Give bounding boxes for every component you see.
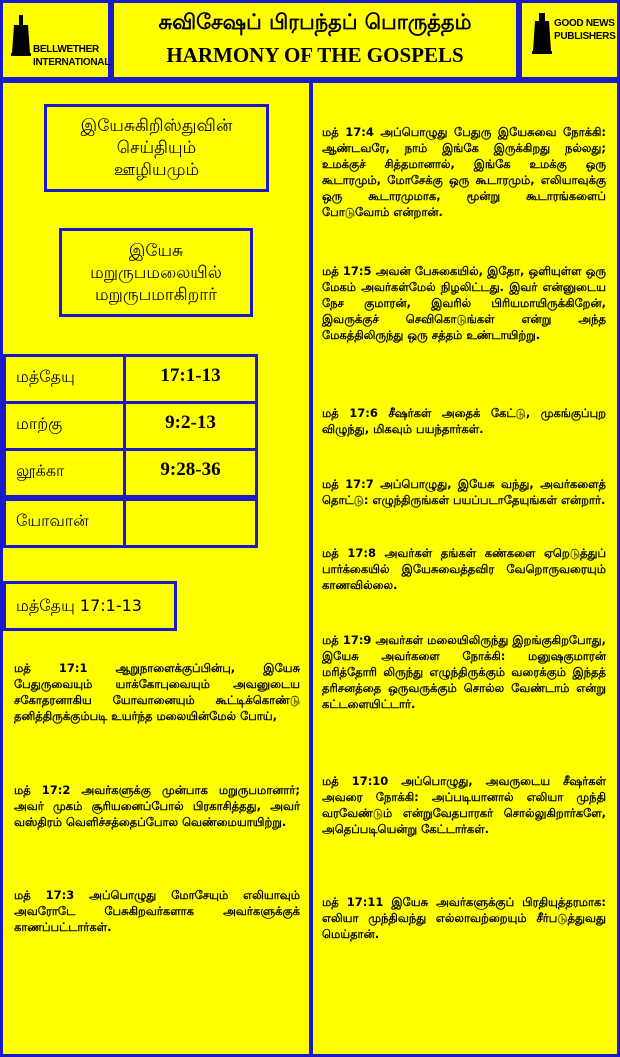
reference-verses: 9:2-13 (123, 401, 258, 451)
bellwether-logo (0, 0, 111, 80)
verse-paragraph: மத் 17:5 அவன் பேசுகையில், இதோ, ஒளியுள்ள ஒரு மேகம் அவர்கள்மேல் நிழலிட்டது. இவர் என்னுடைய நேச குமாரன், இவரில் பிரியமாயிருக்கிறேன், இவருக்குச் செவிகொடுங்கள் என்று அந்த மேகத்திலிருந்து ஒரு சத்தம் உண்டாயிற்று. (322, 264, 606, 342)
reference-row (3, 498, 255, 548)
logo-line-2: INTERNATIONAL (33, 57, 111, 68)
logo-line-1: BELLWETHER (33, 44, 99, 55)
bell-figure-icon (11, 15, 31, 59)
verse-paragraph: மத் 17:8 அவர்கள் தங்கள் கண்களை ஏறெடுத்துப் பார்க்கையில் இயேசுவைத்தவிர வேறொருவரையும் காணவில்லை. (322, 546, 606, 592)
verse-paragraph: மத் 17:1 ஆறுநாளைக்குப்பின்பு, இயேசு பேதுருவையும் யாக்கோபுவையும் அவனுடைய சகோதரனாகிய யோவானையும் கூட்டிக்கொண்டு தனித்திருக்கும்படி உயர்ந்த மலையின்மேல் போய், (14, 661, 300, 723)
reference-row (3, 354, 255, 404)
section-title-line: இயேசுகிறிஸ்துவின் (80, 116, 233, 136)
subsection-title-line: மறுருபமாகிறார் (94, 284, 218, 305)
reference-verses: 9:28-36 (123, 448, 258, 498)
subsection-title-line: இயேசு (128, 240, 184, 261)
lamp-figure-icon (532, 13, 552, 57)
verse-paragraph: மத் 17:11 இயேசு அவர்களுக்குப் பிரதியுத்தரமாக: எலியா முந்திவந்து எல்லாவற்றையும் சீர்படுத்துவது மெய்தான். (322, 895, 606, 941)
reference-row (3, 401, 255, 451)
section-title-line: செய்தியும் (116, 138, 197, 158)
reference-row (3, 448, 255, 498)
verse-paragraph: மத் 17:3 அப்பொழுது மோசேயும் எலியாவும் அவரோடே பேசுகிறவர்களாக அவர்களுக்குக் காணப்பட்டார்கள். (14, 888, 300, 934)
verse-paragraph: மத் 17:2 அவர்களுக்கு முன்பாக மறுருபமானார்; அவர் முகம் சூரியனைப்போல் பிரகாசித்தது, அவர் வஸ்திரம் வெளிச்சத்தைப்போல வெண்மையாயிற்று. (14, 783, 300, 829)
verse-paragraph: மத் 17:6 சீஷர்கள் அதைக் கேட்டு, முகங்குப்புற விழுந்து, மிகவும் பயந்தார்கள். (322, 406, 606, 436)
reference-book: மத்தேயு (3, 354, 126, 404)
column-divider (309, 80, 313, 1057)
good-news-logo (519, 0, 620, 80)
section-title-line: ஊழியமும் (113, 160, 200, 180)
title-tamil: சுவிசேஷப் பிரபந்தப் பொருத்தம் (158, 10, 472, 34)
subsection-title-box (59, 228, 253, 317)
passage-heading: மத்தேயு 17:1-13 (3, 581, 177, 631)
logo-line-2: PUBLISHERS (554, 31, 616, 42)
logo-line-1: GOOD NEWS (554, 18, 615, 29)
verse-paragraph: மத் 17:4 அப்பொழுது பேதுரு இயேசுவை நோக்கி: ஆண்டவரே, நாம் இங்கே இருக்கிறது நல்லது; உமக்குச் சித்தமானால், இங்கே உமக்கு ஒரு கூடாரமும், மோசேக்கு ஒரு கூடாரமும், எலியாவுக்கு ஒரு கூடாரமுமாக, மூன்று கூடாரங்களைப் போடுவோம் என்றான். (322, 125, 606, 219)
reference-verses: 17:1-13 (123, 354, 258, 404)
verse-paragraph: மத் 17:9 அவர்கள் மலையிலிருந்து இறங்குகிறபோது, இயேசு அவர்களை நோக்கி: மனுஷகுமாரன் மரித்தோரி லிருந்து எழுந்திருக்கும் வரைக்கும் இந்தத் தரிசனத்தை ஒருவருக்கும் சொல்ல வேண்டாம் என்று கட்டளையிட்டார். (322, 633, 606, 711)
header-title (111, 0, 519, 80)
reference-book: லூக்கா (3, 448, 126, 498)
title-english: HARMONY OF THE GOSPELS (166, 43, 464, 67)
reference-book: மாற்கு (3, 401, 126, 451)
verse-paragraph: மத் 17:7 அப்பொழுது, இயேசு வந்து, அவர்களைத் தொட்டு: எழுந்திருங்கள் பயப்படாதேயுங்கள் என்றார். (322, 477, 606, 507)
section-title-box (44, 104, 269, 192)
verse-paragraph: மத் 17:10 அப்பொழுது, அவருடைய சீஷர்கள் அவரை நோக்கி: அப்படியானால் எலியா முந்தி வரவேண்டும் என்றுவேதபாரகர் சொல்லுகிறார்களே, அதெப்படியென்று கேட்டார்கள். (322, 774, 606, 836)
subsection-title-line: மறுருபமலையில் (90, 262, 222, 283)
reference-book: யோவான் (3, 498, 126, 548)
reference-verses (123, 498, 258, 548)
